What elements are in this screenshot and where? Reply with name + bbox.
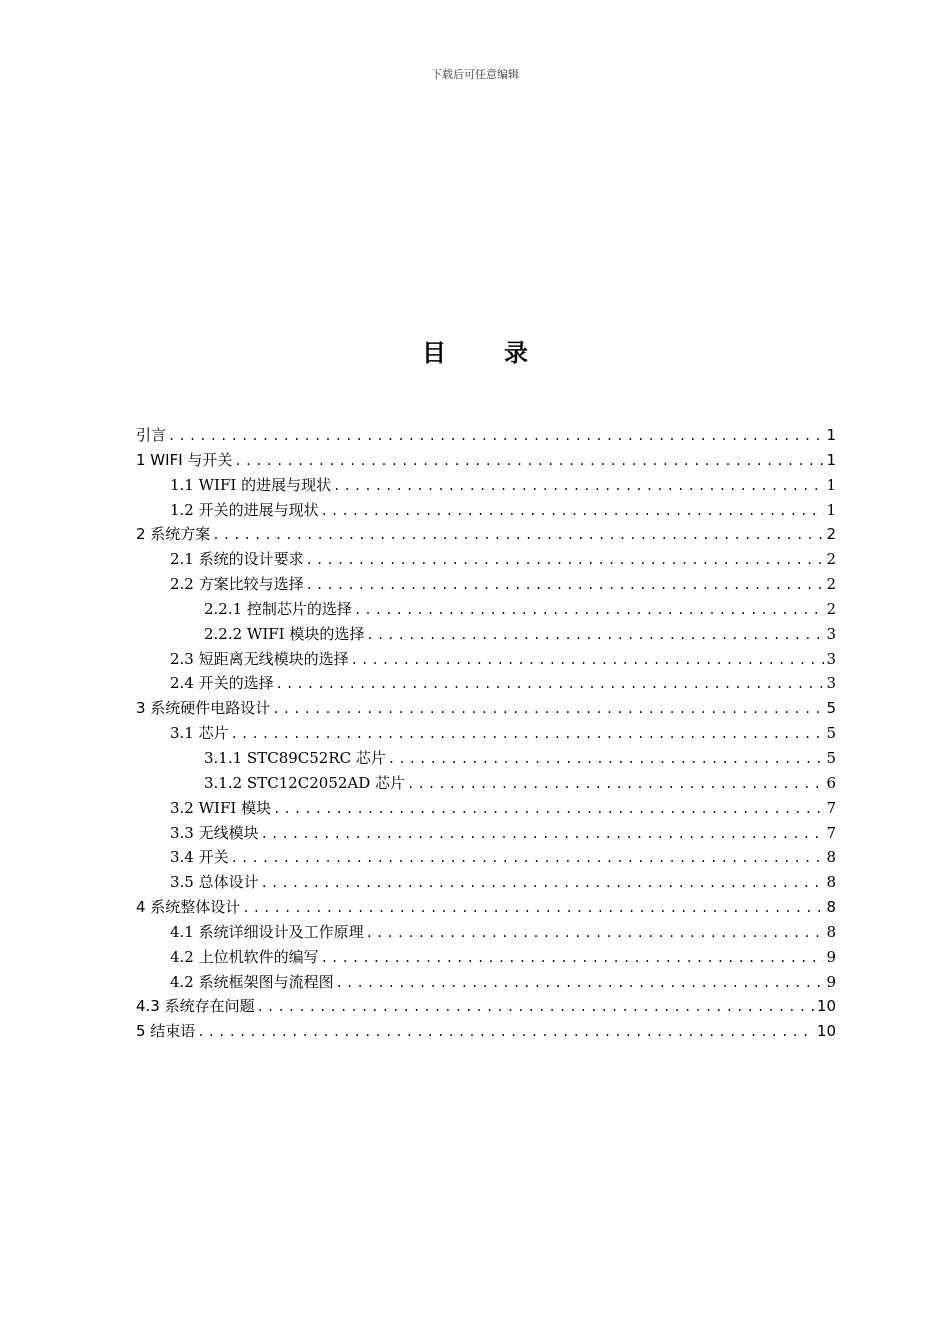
toc-entry-label: 2.3 短距离无线模块的选择 [170, 649, 349, 668]
toc-entry-page: 7 [826, 798, 836, 817]
dot-leader [306, 578, 825, 592]
toc-entry-label: 3.5 总体设计 [170, 873, 259, 892]
dot-leader [242, 901, 824, 915]
dot-leader [354, 603, 825, 617]
toc-entry-label: 4 系统整体设计 [136, 898, 241, 917]
toc-entry-label: 4.2 系统框架图与流程图 [170, 972, 334, 991]
toc-entry[interactable] [136, 424, 836, 449]
toc-entry-label: 3.1 芯片 [170, 724, 229, 743]
toc-entry[interactable] [136, 871, 836, 896]
toc-entry-page: 1 [826, 500, 836, 519]
toc-entry-page: 8 [826, 898, 836, 917]
toc-entry[interactable] [136, 623, 836, 648]
dot-leader [407, 777, 824, 791]
toc-entry-label: 3.4 开关 [170, 848, 229, 867]
toc-entry[interactable] [136, 946, 836, 971]
toc-entry[interactable] [136, 747, 836, 772]
toc-entry-page: 10 [816, 1022, 836, 1041]
toc-entry[interactable] [136, 672, 836, 697]
dot-leader [234, 454, 824, 468]
toc-title-part2: 录 [504, 339, 528, 367]
toc-entry[interactable] [136, 1020, 836, 1045]
dot-leader [261, 827, 825, 841]
toc-entry-label: 引言 [136, 426, 167, 444]
dot-leader [212, 528, 824, 542]
toc-entry-page: 1 [826, 475, 836, 494]
dot-leader [336, 976, 825, 990]
toc-entry-page: 2 [826, 525, 836, 544]
dot-leader [321, 504, 825, 518]
toc-entry-label: 2.2.2 WIFI 模块的选择 [204, 624, 365, 643]
toc-entry[interactable] [136, 722, 836, 747]
toc-entry-page: 2 [826, 550, 836, 569]
toc-entry-label: 3 系统硬件电路设计 [136, 699, 271, 718]
toc-entry[interactable] [136, 822, 836, 847]
toc-entry-page: 1 [826, 426, 836, 444]
toc-entry-page: 5 [826, 724, 836, 743]
toc-entry-label: 4.1 系统详细设计及工作原理 [170, 922, 364, 941]
toc-entry-page: 2 [826, 599, 836, 618]
toc-entry-label: 2 系统方案 [136, 525, 211, 544]
dot-leader [272, 702, 824, 716]
header-note: 下载后可任意编辑 [431, 68, 519, 81]
toc-entry-label: 1.1 WIFI 的进展与现状 [170, 475, 332, 494]
toc-entry-label: 4.2 上位机软件的编写 [170, 947, 319, 966]
toc-entry-label: 2.2 方案比较与选择 [170, 575, 304, 594]
toc-entry-page: 8 [826, 873, 836, 892]
toc-entry-page: 9 [826, 972, 836, 991]
dot-leader [306, 553, 825, 567]
toc-entry-page: 8 [826, 922, 836, 941]
toc-entry-page: 5 [826, 748, 836, 767]
toc-entry[interactable] [136, 548, 836, 573]
toc-entry-label: 2.1 系统的设计要求 [170, 550, 304, 569]
toc-entry[interactable] [136, 846, 836, 871]
toc-entry-page: 8 [826, 848, 836, 867]
toc-entry-page: 6 [826, 773, 836, 792]
toc-entry[interactable] [136, 573, 836, 598]
toc-entry-page: 1 [826, 450, 836, 469]
table-of-contents [136, 424, 836, 1045]
toc-entry[interactable] [136, 921, 836, 946]
toc-entry-label: 3.1.1 STC89C52RC 芯片 [204, 748, 386, 767]
dot-leader [366, 628, 824, 642]
dot-leader [231, 851, 825, 865]
toc-entry-label: 3.2 WIFI 模块 [170, 798, 272, 817]
dot-leader [197, 1025, 815, 1039]
toc-entry-page: 2 [826, 575, 836, 594]
toc-entry-label: 2.4 开关的选择 [170, 674, 274, 693]
dot-leader [276, 677, 825, 691]
dot-leader [168, 429, 824, 443]
toc-entry[interactable] [136, 797, 836, 822]
dot-leader [321, 951, 825, 965]
toc-entry[interactable] [136, 523, 836, 548]
toc-entry-label: 4.3 系统存在问题 [136, 997, 255, 1016]
toc-entry-label: 5 结束语 [136, 1022, 196, 1041]
toc-entry-page: 9 [826, 947, 836, 966]
toc-entry-page: 3 [826, 624, 836, 643]
toc-entry[interactable] [136, 697, 836, 722]
dot-leader [388, 752, 825, 766]
dot-leader [351, 653, 825, 667]
toc-entry[interactable] [136, 449, 836, 474]
toc-entry-page: 10 [816, 997, 836, 1016]
toc-entry[interactable] [136, 896, 836, 921]
toc-entry[interactable] [136, 499, 836, 524]
dot-leader [366, 926, 825, 940]
toc-entry-label: 3.1.2 STC12C2052AD 芯片 [204, 773, 406, 792]
toc-entry-page: 3 [826, 674, 836, 693]
dot-leader [257, 1000, 815, 1014]
toc-entry-label: 2.2.1 控制芯片的选择 [204, 599, 352, 618]
toc-entry[interactable] [136, 648, 836, 673]
toc-entry[interactable] [136, 598, 836, 623]
dot-leader [273, 802, 824, 816]
toc-title [0, 333, 950, 368]
toc-entry[interactable] [136, 474, 836, 499]
toc-entry[interactable] [136, 995, 836, 1020]
toc-entry-label: 1 WIFI 与开关 [136, 450, 233, 469]
dot-leader [231, 727, 825, 741]
toc-entry-page: 3 [826, 649, 836, 668]
toc-entry-label: 1.2 开关的进展与现状 [170, 500, 319, 519]
toc-entry-page: 5 [826, 699, 836, 718]
toc-entry[interactable] [136, 772, 836, 797]
toc-entry-page: 7 [826, 823, 836, 842]
dot-leader [261, 876, 825, 890]
toc-title-part1: 目 [422, 339, 446, 367]
toc-entry-label: 3.3 无线模块 [170, 823, 259, 842]
toc-entry[interactable] [136, 971, 836, 996]
dot-leader [333, 479, 824, 493]
